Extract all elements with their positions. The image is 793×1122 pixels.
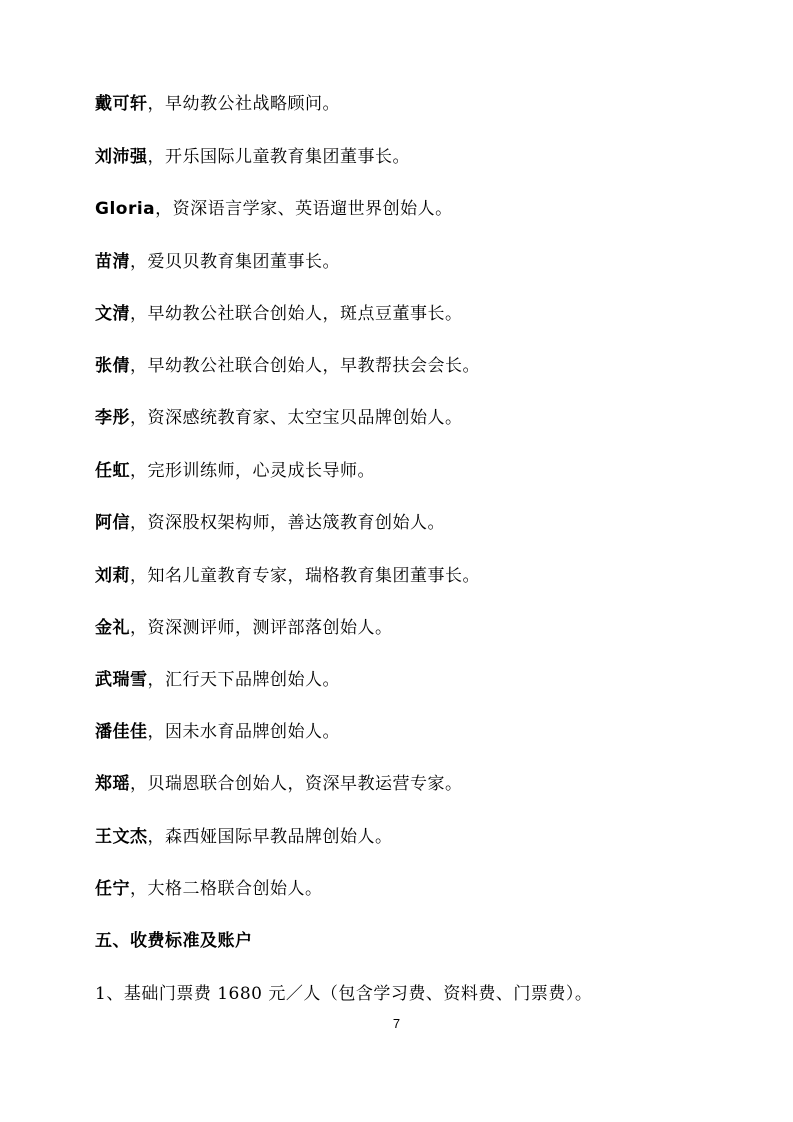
person-name: 刘沛强	[95, 147, 148, 167]
person-name: 文清	[95, 304, 130, 324]
person-entry	[95, 198, 453, 220]
person-name: 任宁	[95, 879, 130, 899]
person-name: 郑瑶	[95, 774, 130, 794]
page-number: 7	[392, 1016, 401, 1031]
person-description: ，爱贝贝教育集团董事长。	[130, 252, 340, 272]
person-entry	[95, 565, 480, 587]
person-description: ，大格二格联合创始人。	[130, 879, 323, 899]
person-name: Gloria	[95, 199, 156, 219]
person-entry	[95, 355, 480, 377]
person-name: 金礼	[95, 618, 130, 638]
person-description: ，开乐国际儿童教育集团董事长。	[147, 147, 410, 167]
person-entry	[95, 93, 340, 115]
person-description: ，贝瑞恩联合创始人，资深早教运营专家。	[130, 774, 463, 794]
fee-line: 1、基础门票费 1680 元／人（包含学习费、资料费、门票费）。	[95, 984, 593, 1004]
person-entry	[95, 878, 323, 900]
person-entry	[95, 303, 463, 325]
person-entry	[95, 773, 463, 795]
person-entry	[95, 146, 410, 168]
person-entry	[95, 721, 340, 743]
person-description: ，早幼教公社联合创始人，斑点豆董事长。	[130, 304, 463, 324]
person-entry	[95, 251, 340, 273]
person-name: 戴可轩	[95, 94, 148, 114]
person-description: ，因未水育品牌创始人。	[147, 722, 340, 742]
person-description: ，资深语言学家、英语遛世界创始人。	[155, 199, 453, 219]
section-heading: 五、收费标准及账户	[95, 931, 253, 951]
person-entry	[95, 826, 393, 848]
person-name: 王文杰	[95, 827, 148, 847]
person-description: ，资深测评师，测评部落创始人。	[130, 618, 393, 638]
person-description: ，资深感统教育家、太空宝贝品牌创始人。	[130, 408, 463, 428]
person-entry	[95, 407, 463, 429]
person-description: ，资深股权架构师，善达筬教育创始人。	[130, 513, 445, 533]
person-name: 苗清	[95, 252, 130, 272]
person-entry	[95, 669, 340, 691]
person-entry	[95, 460, 375, 482]
person-description: ，汇行天下品牌创始人。	[147, 670, 340, 690]
person-description: ，早幼教公社联合创始人，早教帮扶会会长。	[130, 356, 480, 376]
person-name: 武瑞雪	[95, 670, 148, 690]
person-name: 任虹	[95, 461, 130, 481]
person-entry	[95, 617, 393, 639]
person-name: 张倩	[95, 356, 130, 376]
person-name: 阿信	[95, 513, 130, 533]
person-name: 李彤	[95, 408, 130, 428]
person-description: ，森西娅国际早教品牌创始人。	[147, 827, 393, 847]
person-description: ，知名儿童教育专家，瑞格教育集团董事长。	[130, 566, 480, 586]
person-name: 潘佳佳	[95, 722, 148, 742]
person-entry	[95, 512, 445, 534]
person-description: ，早幼教公社战略顾问。	[147, 94, 340, 114]
person-name: 刘莉	[95, 566, 130, 586]
person-description: ，完形训练师，心灵成长导师。	[130, 461, 375, 481]
